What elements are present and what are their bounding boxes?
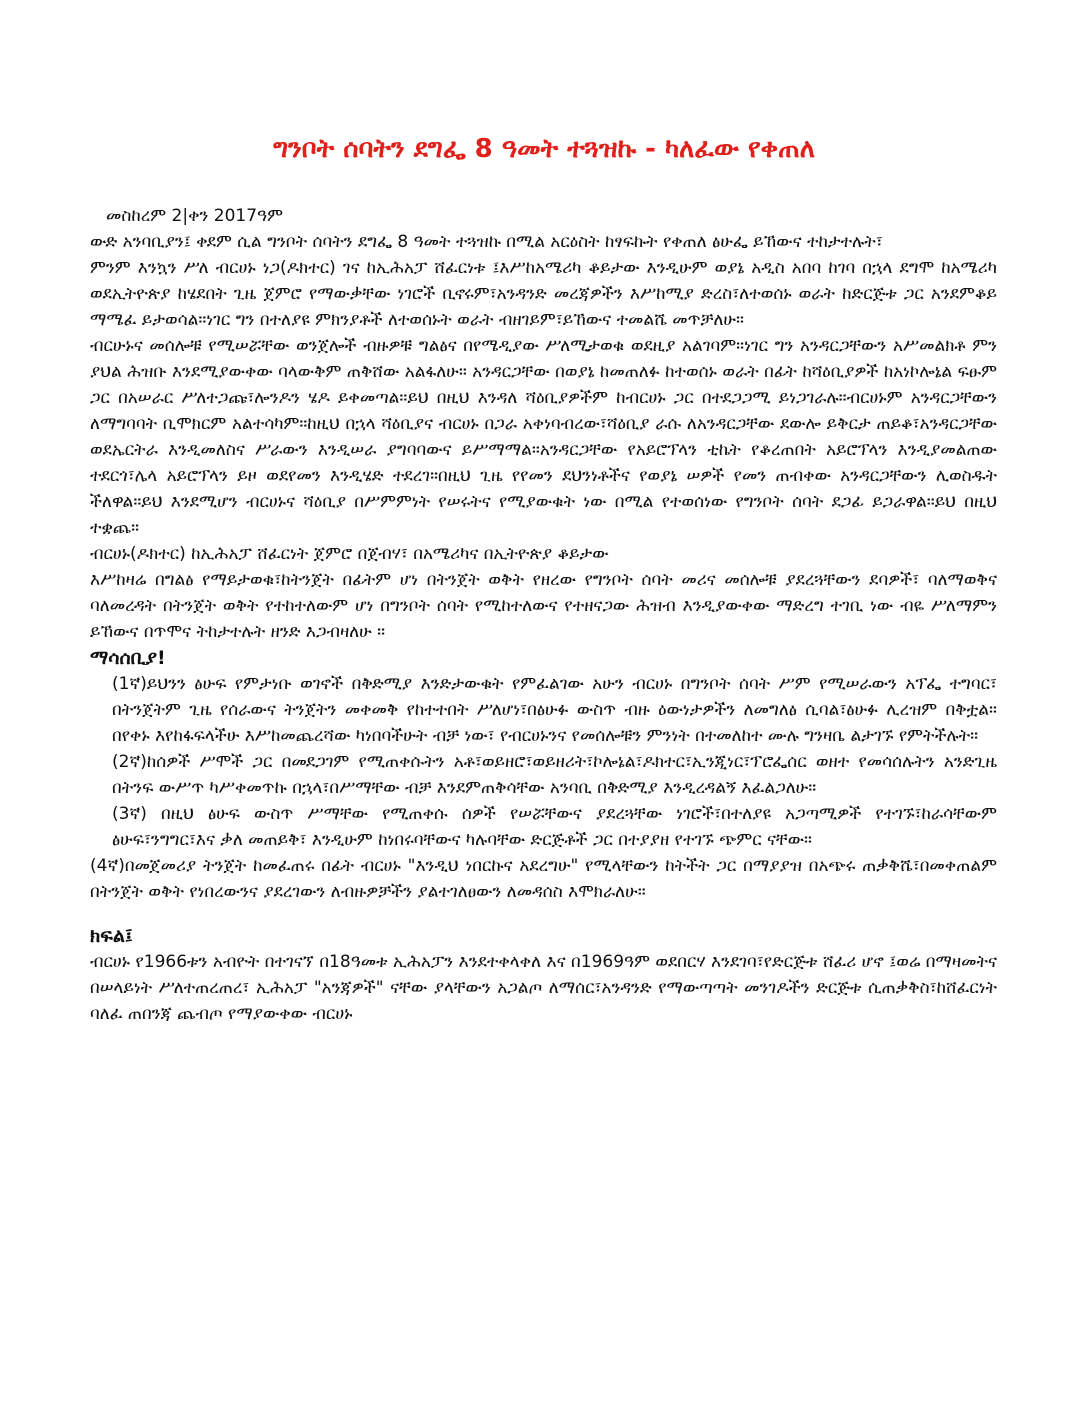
intro-paragraph: ውድ አንባቢያን፤ ቀደም ሲል ግንቦት ሰባትን ደግፌ 8 ዓመት ተጓዝኩ በሚል አርዕስት ከፃፍኩት የቀጠለ ፅሁፌ ይኸውና ተከታተሉት፣ [90,232,883,252]
section-gap [90,905,997,923]
intro-paragraph: ምንም እንኳን ሥለ ብርሀኑ ነጋ(ዶክተር) ገና ከኢሕአፓ ሸፈርነቱ ፤እሥከአሜሪካ ቆይታው እንዲሁም ወያኔ አዲስ አበባ ከገባ በኋላ ደግሞ ከአሜሪካ ወደኢትዮጵያ ከሄደበት ጊዜ ጀምሮ የማውቃቸው ነገሮች ቢኖሩም፣አንዳንድ መረጃዎችን እሥከሚያ ድረስ፣ለተወሰኑ ወራት ከድርጅቱ ጋር አንደምቆይ ማሜፈ ይታወሳል።ነገር ግን በተለያዩ ምክንያቶች ለተወሰኑት ወራት ብዘገይም፣ይኸውና ተመልሼ መጥቻለሁ። [90,258,997,330]
part-heading: ክፍል፤ [90,925,133,947]
notice-heading: ማሳሰቢያ! [90,647,166,669]
note-paragraph: (4ኛ)በመጀመሪያ ትንጀት ከመፈጠሩ በፊት ብርሀኑ "እንዲህ ነበርኩና አደረግሁ" የሚላቸውን ከትችት ጋር በማያያዝ በአጭሩ ጠቃቅሼ፣በመቀጠልም በትንጀት ወቅት የነበረውንና ያደረገውን ለብዙዎቻችን ያልተገለፀውን ለመዳሰስ እሞክራለሁ። [90,856,997,902]
intro-paragraph: ብርሀኑ(ዶክተር) ከኢሕአፓ ሸፈርነት ጀምሮ በጀብሃ፣ በአሜሪካና በኢትዮጵያ ቆይታው [90,544,609,564]
document-title: ግንቦት ሰባትን ደግፌ 8 ዓመት ተጓዝኩ - ካለፈው የቀጠለ [273,134,815,164]
document-body [90,203,997,1027]
part-paragraph: ብርሀኑ የ1966ቱን አብዮት በተገናኘ በ18ዓመቱ ኢሕአፓን እንደተቀላቀለ እና በ1969ዓም ወደበርሃ እንደገባ፣የድርጅቱ ሸፈሪ ሆኖ ፤ወሬ በማዛመትና በሠላይነት ሥለተጠረጠረ፣ ኢሕአፓ "አንጃዎች" ናቸው ያላቸውን አጋልጦ ለማሰር፣አንዳንድ የማውጣጣት መንገዶችን ድርጅቱ ሲጠቃቅስ፣ከሸፈርነት ባለፈ ጠበንጃ ጨብጦ የማያውቀው ብርሀኑ [90,952,997,1024]
intro-paragraph: እሥከዛሬ በግልፅ የማይታወቁ፣ከትንጀት በፊትም ሆነ በትንጀት ወቅት የዘረው የግንቦት ሰባት መሪና መሰሎቹ ያደረጓቸውን ደባዎች፣ ባለማወቅና ባለመረዳት በትንጀት ወቅት የተከተለውም ሆነ በግንቦት ሰባት የሚከተለውና የተዘናጋው ሕዝብ እንዲያውቀው ማድረግ ተገቢ ነው ብዬ ሥለማምን ይኸውና በጥሞና ትከታተሉት ዘንድ እጋብዛለሁ ። [90,570,998,642]
note-paragraph: (3ኛ) በዚህ ፅሁፍ ውስጥ ሥማቸው የሚጠቀሱ ሰዎች የሠሯቸውና ያደረጓቸው ነገሮች፣በተለያዩ አጋጣሚዎች የተገኙ፣ከራሳቸውም ፅሁፍ፣ንግግር፣እና ቃለ መጠይቅ፣ እንዲሁም ከነበሩባቸውና ካሉባቸው ድርጅቶች ጋር በተያያዘ የተገኙ ጭምር ናቸው። [112,804,997,850]
document-date: መስከረም 2|ቀን 2017ዓም [106,206,283,226]
intro-paragraph: ብርሁኑና መሰሎቹ የሚሠሯቸው ወንጀሎች ብዙዎቹ ግልፅና በየሜዲያው ሥለሚታወቁ ወደዚያ አልገባም።ነገር ግን አንዳርጋቸውን አሥመልክቶ ምን ያህል ሕዝቡ እንደሚያውቀው ባላውቅም ጠቅሸው አልፋለሁ። አንዳርጋቸው በወያኔ ከመጠለፉ ከተወሰኑ ወራት በፊት ከሻዕቢያዎች ከአነኮሎኔል ፍፁም ጋር በአሠራር ሥለተጋጩ፣ሎንዶን ሄዶ ይቀመጣል።ይህ በዚህ እንዳለ ሻዕቢያዎችም ከብርሀኑ ጋር በተደጋጋሚ ይነጋገራሉ።ብርሀኑም አንዳርጋቸውን ለማግባባት ቢሞክርም አልተሳካም።ከዚህ በኋላ ሻዕቢያና ብርሀኑ በጋራ አቀነባብረው፣ሻዕቢያ ራሱ ለአንዳርጋቸው ደውሎ ይቅርታ ጠይቆ፣አንዳርጋቸው ወደኤርትራ እንዲመለስና ሥራውን እንዲሠራ ያግባባውና ይሥማማል።አንዳርጋቸው የአይሮፕላን ቲኬት የቆረጠበት አይሮፕላን እንዲያመልጠው ተደርጎ፣ሌላ አይሮፕላን ይዞ ወደየመን እንዲሄድ ተደረገ።በዚህ ጊዜ የየመን ደህንነቶችና የወያኔ ሠዎች የመን ጠብቀው አንዳርጋቸውን ሊወስዱት ችለዋል።ይህ እንደሚሆን ብርሀኑና ሻዕቢያ በሥምምነት የሠሩትና የሚያውቁት ነው በሚል የተወሰነው የግንቦት ሰባት ደጋፊ ይጋራዋል።ይህ በዚህ ተቋጨ። [90,336,997,538]
note-paragraph: (2ኛ)ከሰዎች ሥሞች ጋር በመደጋገም የሚጠቀሱትን አቶ፣ወይዘሮ፣ወይዘሪት፣ኮሎኔል፣ዶክተር፣ኢንጂነር፣ፕሮፌሰር ወዘተ የመሳሰሉትን አንድጊዜ በትንፍ ውሥጥ ካሥቀመጥኩ በኋላ፣በሥማቸው ብቻ እንደምጠቅሳቸው አንባቢ በቅድሚያ እንዲረዳልኝ እፈልጋለሁ። [112,752,997,798]
note-paragraph: (1ኛ)ይህንን ፅሁፍ የምታነቡ ወገኖች በቅድሚያ እንድታውቁት የምፈልገው አሁን ብርሀኑ በግንቦት ሰባት ሥም የሚሠራውን አፕፌ ተግባር፣ በትንጀትም ጊዜ የሰራውና ትንጀትን መቀመቅ የከተተበት ሥለሆነ፣በፅሁፉ ውስጥ ብዙ ዕውነታዎችን ለመግለፅ ሲባል፣ፅሁፉ ሊረዝም በቅቷል። በየቀኑ እየከፋፍላችሁ እሥከመጨረሻው ካነበባችሁት ብቻ ነው፣ የብርሀኑንና የመሰሎቹን ምንነት በተመለከተ ሙሉ ግንዛቤ ልታገኙ የምትችሉት። [112,674,997,746]
